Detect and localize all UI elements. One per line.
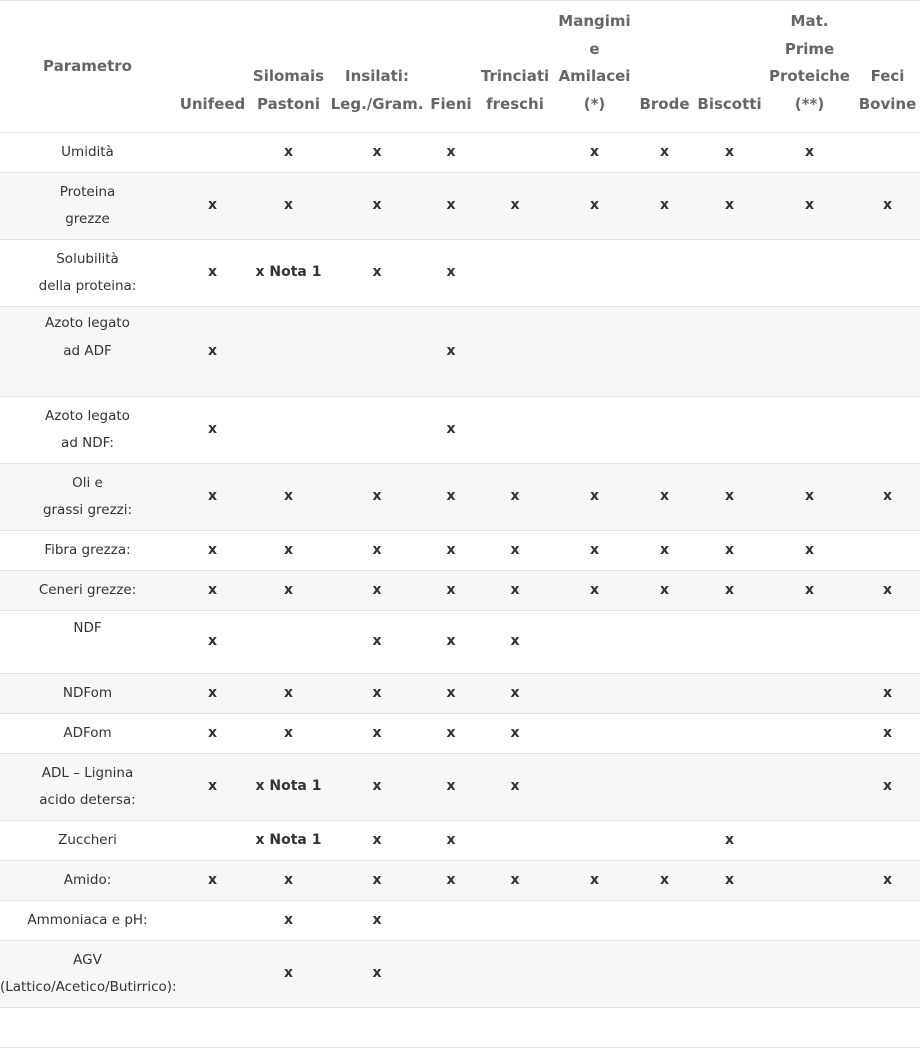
row-label bbox=[0, 173, 175, 240]
table-cell: x bbox=[327, 611, 427, 674]
table-cell: x bbox=[695, 571, 764, 611]
table-cell bbox=[764, 1008, 855, 1048]
table-cell: x Nota 1 bbox=[250, 754, 327, 821]
column-header bbox=[764, 1, 855, 133]
table-cell: x bbox=[427, 133, 475, 173]
table-row bbox=[0, 133, 920, 173]
table-cell: x bbox=[855, 173, 920, 240]
table-cell: x bbox=[327, 240, 427, 307]
table-cell bbox=[695, 307, 764, 397]
table-cell: x bbox=[175, 240, 250, 307]
row-label-line: Zuccheri bbox=[58, 831, 117, 848]
table-cell bbox=[695, 901, 764, 941]
table-cell: x bbox=[250, 464, 327, 531]
table-cell: x bbox=[427, 754, 475, 821]
row-label-line: Ammoniaca e pH: bbox=[27, 911, 148, 928]
table-cell bbox=[427, 901, 475, 941]
table-cell: x bbox=[475, 173, 555, 240]
row-label bbox=[0, 397, 175, 464]
table-cell: x bbox=[764, 571, 855, 611]
table-cell bbox=[855, 240, 920, 307]
row-label-line: (Lattico/Acetico/Butirrico): bbox=[0, 979, 177, 995]
table-cell: x bbox=[634, 571, 695, 611]
table-cell: x bbox=[327, 861, 427, 901]
table-cell: x bbox=[555, 531, 634, 571]
row-label-line: Azoto legato bbox=[45, 407, 130, 424]
row-label-line: AGV bbox=[73, 951, 102, 968]
column-header-line: (*) bbox=[583, 94, 606, 113]
table-cell bbox=[475, 240, 555, 307]
table-cell bbox=[427, 941, 475, 1008]
table-cell: x bbox=[327, 531, 427, 571]
row-label bbox=[0, 1008, 175, 1048]
table-cell bbox=[634, 941, 695, 1008]
column-header-line: Silomais bbox=[252, 67, 325, 85]
table-cell: x bbox=[475, 861, 555, 901]
table-cell: x bbox=[855, 464, 920, 531]
table-cell bbox=[175, 941, 250, 1008]
table-cell: x bbox=[175, 173, 250, 240]
header-row bbox=[0, 1, 920, 133]
table-cell bbox=[695, 941, 764, 1008]
table-cell bbox=[427, 1008, 475, 1048]
table-cell bbox=[250, 1008, 327, 1048]
column-header-line: Proteiche bbox=[769, 67, 850, 85]
table-cell bbox=[475, 821, 555, 861]
table-cell bbox=[250, 397, 327, 464]
table-cell: x bbox=[175, 307, 250, 397]
table-row bbox=[0, 821, 920, 861]
column-header bbox=[427, 1, 475, 133]
row-label-line: grezze bbox=[65, 211, 110, 227]
row-label-line: Ceneri grezze: bbox=[38, 581, 137, 598]
table-cell: x bbox=[695, 531, 764, 571]
row-label bbox=[0, 307, 175, 397]
row-label-line: ADFom bbox=[63, 724, 112, 741]
column-header-line: Prime bbox=[784, 39, 835, 58]
table-cell bbox=[695, 674, 764, 714]
table-cell: x bbox=[250, 531, 327, 571]
table-cell: x bbox=[634, 464, 695, 531]
table-cell bbox=[555, 240, 634, 307]
table-row bbox=[0, 173, 920, 240]
table-cell: x bbox=[250, 173, 327, 240]
table-cell bbox=[634, 901, 695, 941]
column-header-line: Mangimi bbox=[558, 12, 631, 30]
table-row bbox=[0, 861, 920, 901]
table-cell bbox=[634, 307, 695, 397]
row-label bbox=[0, 754, 175, 821]
table-cell: x bbox=[555, 861, 634, 901]
row-label-line: Amido: bbox=[63, 871, 112, 888]
table-cell: x bbox=[175, 861, 250, 901]
table-cell: x bbox=[634, 133, 695, 173]
table-cell bbox=[764, 397, 855, 464]
column-header-line: e bbox=[589, 39, 600, 58]
table-cell: x bbox=[855, 571, 920, 611]
table-cell: x bbox=[327, 464, 427, 531]
column-header bbox=[475, 1, 555, 133]
table-cell bbox=[855, 531, 920, 571]
column-header-line: freschi bbox=[486, 94, 544, 113]
row-label-line: ADL – Lignina bbox=[41, 764, 134, 781]
table-cell bbox=[475, 901, 555, 941]
table-row bbox=[0, 611, 920, 674]
table-cell bbox=[634, 611, 695, 674]
row-label-line: ad ADF bbox=[63, 342, 112, 359]
row-label bbox=[0, 531, 175, 571]
table-cell bbox=[555, 754, 634, 821]
table-row bbox=[0, 754, 920, 821]
table-cell: x bbox=[327, 941, 427, 1008]
table-cell bbox=[555, 307, 634, 397]
row-label-line: Proteina bbox=[59, 183, 116, 200]
table-cell: x bbox=[250, 901, 327, 941]
table-cell bbox=[764, 941, 855, 1008]
table-cell: x bbox=[175, 531, 250, 571]
row-label-line: Oli e bbox=[72, 474, 103, 491]
table-cell bbox=[855, 1008, 920, 1048]
row-label-line: NDFom bbox=[62, 684, 113, 701]
row-label bbox=[0, 464, 175, 531]
column-header-line: Unifeed bbox=[179, 94, 246, 113]
table-cell bbox=[855, 901, 920, 941]
row-label bbox=[0, 674, 175, 714]
table-cell bbox=[555, 901, 634, 941]
table-cell: x bbox=[175, 674, 250, 714]
table-cell bbox=[855, 307, 920, 397]
table-cell bbox=[475, 1008, 555, 1048]
table-cell bbox=[695, 754, 764, 821]
table-cell bbox=[555, 611, 634, 674]
row-label bbox=[0, 901, 175, 941]
table-cell: x bbox=[427, 861, 475, 901]
table-cell bbox=[555, 397, 634, 464]
row-label-line: acido detersa: bbox=[39, 792, 136, 808]
table-cell: x bbox=[764, 173, 855, 240]
table-header bbox=[0, 1, 920, 133]
table-cell: x bbox=[175, 611, 250, 674]
table-cell: x bbox=[250, 941, 327, 1008]
table-cell: x bbox=[175, 571, 250, 611]
table-cell bbox=[855, 821, 920, 861]
table-cell bbox=[764, 861, 855, 901]
row-label bbox=[0, 133, 175, 173]
table-body bbox=[0, 133, 920, 1048]
table-cell bbox=[475, 941, 555, 1008]
table-cell bbox=[764, 611, 855, 674]
column-header-line: Parametro bbox=[43, 57, 132, 75]
table-cell: x bbox=[695, 861, 764, 901]
column-header-line: (**) bbox=[794, 94, 825, 113]
table-cell bbox=[555, 821, 634, 861]
table-cell: x bbox=[250, 714, 327, 754]
table-cell bbox=[175, 1008, 250, 1048]
table-cell: x bbox=[475, 754, 555, 821]
table-cell bbox=[634, 674, 695, 714]
table-cell: x bbox=[427, 611, 475, 674]
row-label-line: Solubilità bbox=[56, 250, 119, 267]
table-row bbox=[0, 240, 920, 307]
table-cell bbox=[250, 611, 327, 674]
table-cell bbox=[634, 1008, 695, 1048]
table-cell: x bbox=[427, 571, 475, 611]
table-cell: x bbox=[250, 674, 327, 714]
table-cell bbox=[555, 674, 634, 714]
table-cell: x bbox=[427, 464, 475, 531]
column-header bbox=[634, 1, 695, 133]
table-cell: x bbox=[764, 133, 855, 173]
table-cell bbox=[475, 133, 555, 173]
table-row bbox=[0, 941, 920, 1008]
table-cell: x bbox=[327, 133, 427, 173]
table-cell: x bbox=[175, 714, 250, 754]
table-cell: x Nota 1 bbox=[250, 240, 327, 307]
column-header bbox=[250, 1, 327, 133]
table-cell bbox=[695, 714, 764, 754]
table-cell bbox=[475, 397, 555, 464]
table-cell: x bbox=[427, 173, 475, 240]
table-cell bbox=[250, 307, 327, 397]
table-cell: x bbox=[327, 674, 427, 714]
row-label-line: Umidità bbox=[61, 143, 114, 160]
table-cell: x bbox=[327, 571, 427, 611]
table-cell bbox=[764, 674, 855, 714]
table-cell: x bbox=[175, 464, 250, 531]
table-cell bbox=[764, 240, 855, 307]
row-label-line: della proteina: bbox=[38, 278, 137, 294]
table-cell: x bbox=[855, 861, 920, 901]
table-cell bbox=[855, 611, 920, 674]
table-cell: x bbox=[175, 397, 250, 464]
table-row bbox=[0, 531, 920, 571]
table-cell: x bbox=[327, 714, 427, 754]
table-cell bbox=[634, 821, 695, 861]
table-row bbox=[0, 714, 920, 754]
table-cell: x bbox=[427, 531, 475, 571]
table-cell: x bbox=[634, 531, 695, 571]
table-cell bbox=[175, 821, 250, 861]
row-label-line: NDF bbox=[73, 619, 102, 636]
column-header-line: Insilati: bbox=[345, 67, 409, 85]
table-row bbox=[0, 674, 920, 714]
column-header bbox=[555, 1, 634, 133]
column-header-line: Biscotti bbox=[697, 94, 762, 113]
table-cell bbox=[327, 1008, 427, 1048]
table-cell bbox=[695, 397, 764, 464]
table-cell bbox=[695, 240, 764, 307]
table-cell: x bbox=[855, 754, 920, 821]
table-cell bbox=[555, 941, 634, 1008]
table-cell: x bbox=[475, 571, 555, 611]
table-cell: x bbox=[555, 464, 634, 531]
table-row bbox=[0, 1008, 920, 1048]
table-cell bbox=[855, 133, 920, 173]
table-cell: x bbox=[475, 674, 555, 714]
column-header bbox=[695, 1, 764, 133]
table-cell: x bbox=[475, 611, 555, 674]
column-header bbox=[175, 1, 250, 133]
table-cell: x bbox=[327, 173, 427, 240]
row-label-line: ad NDF: bbox=[61, 435, 114, 451]
table-cell bbox=[695, 611, 764, 674]
table-cell: x bbox=[327, 821, 427, 861]
table-cell: x bbox=[475, 531, 555, 571]
table-cell: x bbox=[695, 821, 764, 861]
table-cell: x bbox=[427, 821, 475, 861]
column-header-line: Pastoni bbox=[257, 94, 320, 113]
table-cell: x bbox=[427, 240, 475, 307]
table-cell: x bbox=[855, 674, 920, 714]
table-cell bbox=[764, 821, 855, 861]
column-header-line: Leg./Gram. bbox=[330, 94, 424, 113]
table-cell: x bbox=[475, 464, 555, 531]
column-header-line: Brode bbox=[639, 94, 690, 113]
table-cell: x bbox=[427, 714, 475, 754]
row-label bbox=[0, 821, 175, 861]
column-header bbox=[855, 1, 920, 133]
table-row bbox=[0, 464, 920, 531]
table-cell bbox=[764, 714, 855, 754]
table-cell bbox=[764, 901, 855, 941]
table-cell bbox=[327, 397, 427, 464]
table-cell bbox=[695, 1008, 764, 1048]
column-header-line: Bovine bbox=[858, 94, 917, 113]
column-header-line: Feci bbox=[870, 67, 905, 85]
column-header-parametro bbox=[0, 1, 175, 133]
table-cell bbox=[634, 240, 695, 307]
row-label bbox=[0, 714, 175, 754]
table-cell: x bbox=[327, 754, 427, 821]
table-cell bbox=[764, 307, 855, 397]
table-cell: x bbox=[427, 307, 475, 397]
table-cell: x bbox=[250, 571, 327, 611]
table-cell: x bbox=[555, 133, 634, 173]
table-cell: x bbox=[327, 901, 427, 941]
table-cell bbox=[327, 307, 427, 397]
table-cell: x bbox=[695, 173, 764, 240]
table-cell: x bbox=[175, 754, 250, 821]
table-cell bbox=[555, 714, 634, 754]
row-label bbox=[0, 571, 175, 611]
table-cell bbox=[634, 754, 695, 821]
table-row bbox=[0, 571, 920, 611]
table-cell bbox=[634, 397, 695, 464]
table-cell bbox=[555, 1008, 634, 1048]
table-cell: x bbox=[427, 674, 475, 714]
table-cell: x bbox=[634, 173, 695, 240]
table-cell: x bbox=[250, 861, 327, 901]
table-cell bbox=[175, 901, 250, 941]
table-cell: x bbox=[427, 397, 475, 464]
table-cell: x bbox=[250, 133, 327, 173]
column-header-line: Trinciati bbox=[480, 67, 550, 85]
table-row bbox=[0, 901, 920, 941]
row-label bbox=[0, 861, 175, 901]
row-label bbox=[0, 240, 175, 307]
table-cell: x bbox=[695, 133, 764, 173]
column-header bbox=[327, 1, 427, 133]
table-cell: x bbox=[634, 861, 695, 901]
table-cell: x bbox=[555, 571, 634, 611]
row-label-line: grassi grezzi: bbox=[42, 502, 133, 518]
table-cell: x bbox=[764, 531, 855, 571]
row-label bbox=[0, 611, 175, 674]
row-label bbox=[0, 941, 175, 1008]
table-cell bbox=[634, 714, 695, 754]
column-header-line: Fieni bbox=[430, 94, 472, 113]
table-cell: x bbox=[764, 464, 855, 531]
table-cell: x bbox=[475, 714, 555, 754]
table-row bbox=[0, 307, 920, 397]
table-cell: x bbox=[695, 464, 764, 531]
table-cell: x bbox=[555, 173, 634, 240]
column-header-line: Amilacei bbox=[558, 67, 631, 85]
row-label-line: Azoto legato bbox=[45, 315, 130, 332]
table-cell: x bbox=[855, 714, 920, 754]
row-label-line: Fibra grezza: bbox=[44, 541, 131, 558]
table-cell bbox=[475, 307, 555, 397]
table-row bbox=[0, 397, 920, 464]
table-cell bbox=[855, 941, 920, 1008]
table-cell: x Nota 1 bbox=[250, 821, 327, 861]
table-cell bbox=[175, 133, 250, 173]
column-header-line: Mat. bbox=[790, 12, 829, 30]
table-cell bbox=[764, 754, 855, 821]
table-cell bbox=[855, 397, 920, 464]
